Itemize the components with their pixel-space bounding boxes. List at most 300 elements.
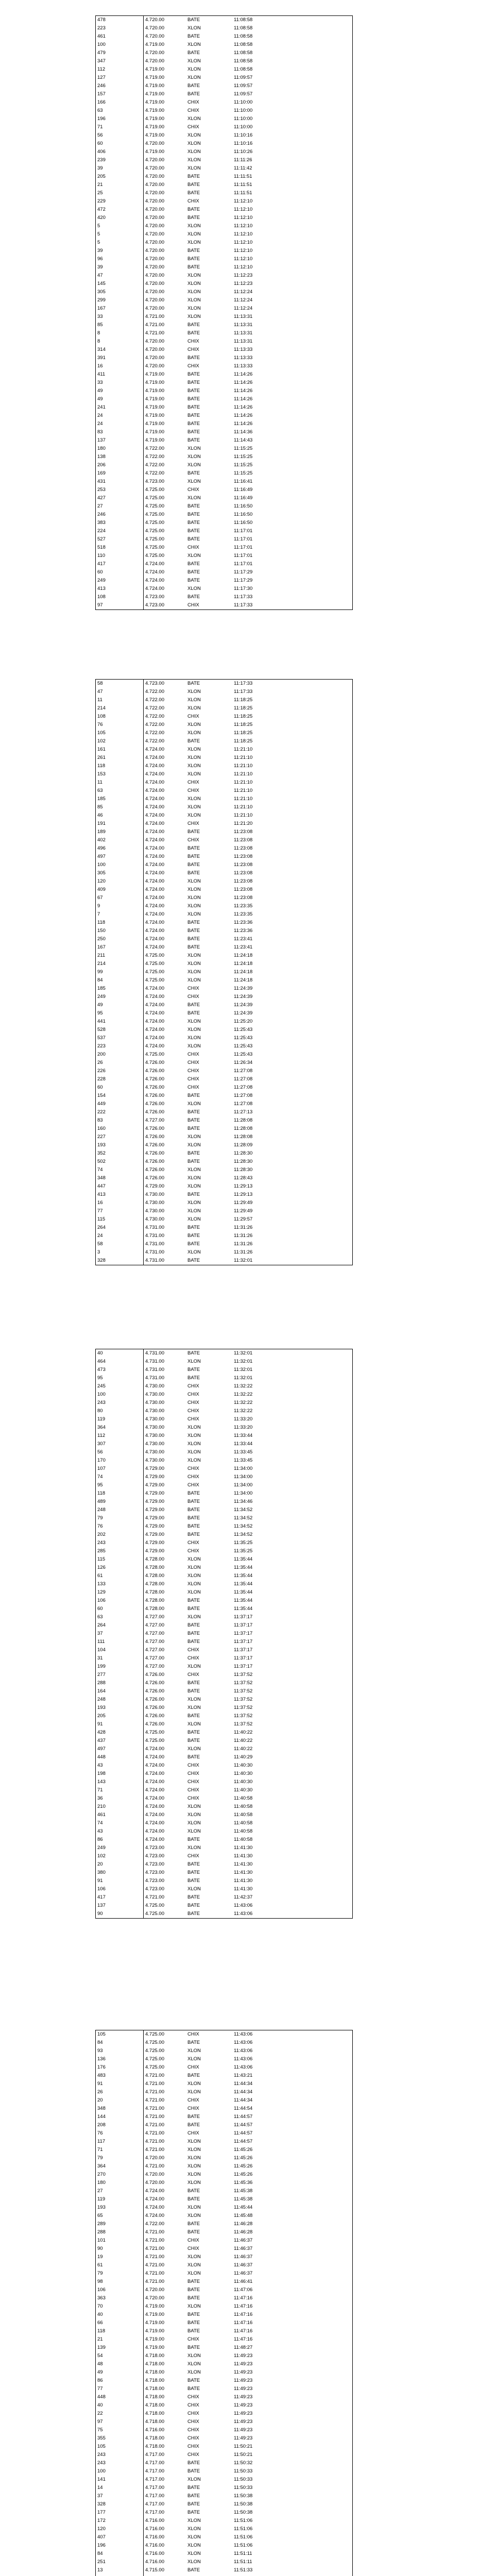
volume-cell: 196 <box>96 115 144 123</box>
time-cell: 11:32:01 <box>234 1367 253 1372</box>
price-cell: 4.718.00 <box>145 2435 164 2441</box>
volume-cell: 154 <box>96 1092 144 1100</box>
price-cell: 4.722.00 <box>145 689 164 694</box>
table-row <box>96 2236 352 2245</box>
price-cell: 4.721.00 <box>145 2229 164 2235</box>
price-cell: 4.723.00 <box>145 479 164 484</box>
time-cell: 11:27:08 <box>234 1101 253 1107</box>
price-cell: 4.716.00 <box>145 2526 164 2532</box>
venue-cell: BATE <box>187 1233 200 1239</box>
price-cell: 4.722.00 <box>145 462 164 468</box>
venue-cell: BATE <box>187 404 200 410</box>
volume-cell: 307 <box>96 1440 144 1448</box>
volume-cell: 144 <box>96 2113 144 2121</box>
price-cell: 4.718.00 <box>145 2402 164 2408</box>
volume-cell: 118 <box>96 1489 144 1498</box>
time-cell: 11:43:06 <box>234 1903 253 1908</box>
price-cell: 4.725.00 <box>145 2031 164 2037</box>
volume-cell: 14 <box>96 2484 144 2492</box>
table-row <box>96 1778 352 1786</box>
price-cell: 4.725.00 <box>145 1052 164 1057</box>
venue-cell: BATE <box>187 371 200 377</box>
volume-cell: 185 <box>96 795 144 803</box>
table-row <box>96 412 352 420</box>
table-row <box>96 527 352 535</box>
time-cell: 11:14:26 <box>234 396 253 402</box>
time-cell: 11:33:44 <box>234 1433 253 1438</box>
table-row <box>96 1199 352 1207</box>
table-row <box>96 1498 352 1506</box>
time-cell: 11:46:28 <box>234 2221 253 2227</box>
venue-cell: XLON <box>187 165 201 171</box>
volume-cell: 79 <box>96 1514 144 1522</box>
time-cell: 11:37:52 <box>234 1688 253 1694</box>
time-cell: 11:14:26 <box>234 380 253 385</box>
volume-cell: 102 <box>96 1852 144 1860</box>
price-cell: 4.731.00 <box>145 1249 164 1255</box>
table-row <box>96 1852 352 1860</box>
table-row <box>96 1050 352 1059</box>
table-row <box>96 927 352 935</box>
time-cell: 11:23:08 <box>234 887 253 892</box>
time-cell: 11:45:38 <box>234 2188 253 2194</box>
price-cell: 4.721.00 <box>145 2262 164 2268</box>
volume-cell: 47 <box>96 272 144 280</box>
time-cell: 11:27:13 <box>234 1109 253 1115</box>
venue-cell: XLON <box>187 1820 201 1826</box>
price-cell: 4.717.00 <box>145 2452 164 2458</box>
time-cell: 11:37:52 <box>234 1705 253 1710</box>
price-cell: 4.724.00 <box>145 845 164 851</box>
venue-cell: XLON <box>187 2526 201 2532</box>
time-cell: 11:15:25 <box>234 470 253 476</box>
table-row <box>96 1191 352 1199</box>
venue-cell: BATE <box>187 421 200 427</box>
price-cell: 4.724.00 <box>145 1010 164 1016</box>
venue-cell: CHIX <box>187 1052 199 1057</box>
time-cell: 11:49:23 <box>234 2386 253 2392</box>
price-cell: 4.724.00 <box>145 944 164 950</box>
time-cell: 11:49:23 <box>234 2427 253 2433</box>
time-cell: 11:17:30 <box>234 586 253 591</box>
venue-cell: BATE <box>187 1350 200 1356</box>
table-row <box>96 696 352 704</box>
venue-cell: BATE <box>187 829 200 835</box>
venue-cell: BATE <box>187 1192 200 1197</box>
volume-cell: 83 <box>96 428 144 436</box>
venue-cell: BATE <box>187 2485 200 2490</box>
venue-cell: BATE <box>187 936 200 942</box>
price-cell: 4.718.00 <box>145 2353 164 2359</box>
table-row <box>96 1399 352 1407</box>
price-cell: 4.724.00 <box>145 1779 164 1785</box>
venue-cell: BATE <box>187 1490 200 1496</box>
time-cell: 11:47:16 <box>234 2312 253 2317</box>
time-cell: 11:40:30 <box>234 1771 253 1776</box>
venue-cell: BATE <box>187 1507 200 1513</box>
table-row <box>96 1531 352 1539</box>
volume-cell: 106 <box>96 2286 144 2294</box>
price-cell: 4.728.00 <box>145 1556 164 1562</box>
table-row <box>96 1720 352 1728</box>
venue-cell: BATE <box>187 2567 200 2573</box>
volume-cell: 85 <box>96 803 144 811</box>
volume-cell: 227 <box>96 1133 144 1141</box>
volume-cell: 8 <box>96 329 144 337</box>
venue-cell: CHIX <box>187 1392 199 1397</box>
price-cell: 4.723.00 <box>145 602 164 608</box>
price-cell: 4.721.00 <box>145 2097 164 2103</box>
table-row <box>96 1432 352 1440</box>
volume-cell: 478 <box>96 16 144 24</box>
volume-cell: 33 <box>96 313 144 321</box>
price-cell: 4.728.00 <box>145 1589 164 1595</box>
volume-cell: 214 <box>96 960 144 968</box>
table-row <box>96 469 352 478</box>
time-cell: 11:32:22 <box>234 1392 253 1397</box>
price-cell: 4.725.00 <box>145 1730 164 1735</box>
volume-cell: 24 <box>96 412 144 420</box>
table-row <box>96 1555 352 1564</box>
table-row <box>96 263 352 272</box>
price-cell: 4.721.00 <box>145 2122 164 2128</box>
volume-cell: 91 <box>96 1877 144 1885</box>
volume-cell: 241 <box>96 403 144 412</box>
volume-cell: 249 <box>96 1844 144 1852</box>
venue-cell: BATE <box>187 2493 200 2499</box>
venue-cell: CHIX <box>187 1762 199 1768</box>
venue-cell: BATE <box>187 1730 200 1735</box>
table-row <box>96 902 352 910</box>
table-row <box>96 428 352 436</box>
table-row <box>96 2451 352 2459</box>
table-row <box>96 993 352 1001</box>
venue-cell: BATE <box>187 2221 200 2227</box>
price-cell: 4.725.00 <box>145 503 164 509</box>
time-cell: 11:18:25 <box>234 714 253 719</box>
volume-cell: 118 <box>96 919 144 927</box>
price-cell: 4.717.00 <box>145 2501 164 2507</box>
venue-cell: XLON <box>187 1886 201 1892</box>
volume-cell: 206 <box>96 461 144 469</box>
venue-cell: CHIX <box>187 363 199 369</box>
time-cell: 11:43:21 <box>234 2073 253 2078</box>
volume-cell: 518 <box>96 544 144 552</box>
price-cell: 4.720.00 <box>145 198 164 204</box>
price-cell: 4.724.00 <box>145 854 164 859</box>
price-cell: 4.723.00 <box>145 1861 164 1867</box>
time-cell: 11:28:30 <box>234 1150 253 1156</box>
volume-cell: 24 <box>96 1232 144 1240</box>
venue-cell: BATE <box>187 182 200 188</box>
venue-cell: XLON <box>187 2213 201 2218</box>
price-cell: 4.723.00 <box>145 594 164 600</box>
price-cell: 4.727.00 <box>145 1647 164 1653</box>
volume-cell: 39 <box>96 263 144 272</box>
venue-cell: BATE <box>187 256 200 262</box>
price-cell: 4.726.00 <box>145 1084 164 1090</box>
venue-cell: BATE <box>187 1109 200 1115</box>
venue-cell: XLON <box>187 231 201 237</box>
time-cell: 11:47:16 <box>234 2328 253 2334</box>
venue-cell: XLON <box>187 2361 201 2367</box>
time-cell: 11:12:23 <box>234 281 253 286</box>
time-cell: 11:45:26 <box>234 2172 253 2177</box>
table-row <box>96 247 352 255</box>
venue-cell: XLON <box>187 1589 201 1595</box>
price-cell: 4.730.00 <box>145 1216 164 1222</box>
table-row <box>96 1092 352 1100</box>
table-row <box>96 370 352 379</box>
table-row <box>96 494 352 502</box>
table-row <box>96 197 352 206</box>
volume-cell: 348 <box>96 2105 144 2113</box>
time-cell: 11:45:36 <box>234 2180 253 2185</box>
venue-cell: BATE <box>187 322 200 328</box>
price-cell: 4.724.00 <box>145 1804 164 1809</box>
time-cell: 11:23:08 <box>234 895 253 901</box>
table-row <box>96 98 352 107</box>
price-cell: 4.719.00 <box>145 116 164 122</box>
table-row <box>96 952 352 960</box>
table-row <box>96 1257 352 1265</box>
table-row <box>96 2146 352 2154</box>
venue-cell: CHIX <box>187 2394 199 2400</box>
volume-cell: 102 <box>96 737 144 745</box>
time-cell: 11:21:10 <box>234 796 253 802</box>
price-cell: 4.726.00 <box>145 1167 164 1173</box>
table-row <box>96 1182 352 1191</box>
volume-cell: 180 <box>96 2179 144 2187</box>
time-cell: 11:29:13 <box>234 1192 253 1197</box>
table-row <box>96 2459 352 2467</box>
venue-cell: XLON <box>187 1705 201 1710</box>
time-cell: 11:46:37 <box>234 2254 253 2260</box>
time-cell: 11:10:00 <box>234 99 253 105</box>
table-row <box>96 2393 352 2401</box>
venue-cell: XLON <box>187 1449 201 1455</box>
venue-cell: BATE <box>187 1367 200 1372</box>
venue-cell: XLON <box>187 730 201 736</box>
price-cell: 4.717.00 <box>145 2510 164 2515</box>
volume-cell: 56 <box>96 1448 144 1456</box>
table-row <box>96 362 352 370</box>
volume-cell: 91 <box>96 2080 144 2088</box>
venue-cell: XLON <box>187 2477 201 2482</box>
table-row <box>96 90 352 98</box>
price-cell: 4.716.00 <box>145 2427 164 2433</box>
volume-cell: 105 <box>96 2030 144 2039</box>
time-cell: 11:16:50 <box>234 520 253 526</box>
venue-cell: BATE <box>187 2328 200 2334</box>
volume-cell: 305 <box>96 288 144 296</box>
volume-cell: 111 <box>96 1638 144 1646</box>
table-row <box>96 535 352 544</box>
price-cell: 4.724.00 <box>145 903 164 909</box>
table-row <box>96 1166 352 1174</box>
time-cell: 11:23:08 <box>234 878 253 884</box>
time-cell: 11:49:23 <box>234 2402 253 2408</box>
venue-cell: CHIX <box>187 1540 199 1546</box>
table-row <box>96 2467 352 2476</box>
volume-cell: 99 <box>96 968 144 976</box>
table-row <box>96 762 352 770</box>
price-cell: 4.724.00 <box>145 911 164 917</box>
time-cell: 11:08:58 <box>234 66 253 72</box>
volume-cell: 100 <box>96 861 144 869</box>
venue-cell: BATE <box>187 2386 200 2392</box>
price-cell: 4.728.00 <box>145 1581 164 1587</box>
volume-cell: 84 <box>96 976 144 985</box>
table-row <box>96 1423 352 1432</box>
price-cell: 4.725.00 <box>145 495 164 501</box>
price-cell: 4.728.00 <box>145 1565 164 1570</box>
time-cell: 11:17:33 <box>234 602 253 608</box>
time-cell: 11:24:39 <box>234 1010 253 1016</box>
table-row <box>96 910 352 919</box>
table-row <box>96 2434 352 2443</box>
time-cell: 11:16:49 <box>234 495 253 501</box>
volume-cell: 136 <box>96 2055 144 2063</box>
time-cell: 11:40:58 <box>234 1837 253 1842</box>
volume-cell: 407 <box>96 2533 144 2541</box>
table-row <box>96 1075 352 1083</box>
table-row <box>96 1448 352 1456</box>
time-cell: 11:41:30 <box>234 1878 253 1884</box>
table-row <box>96 704 352 713</box>
time-cell: 11:45:26 <box>234 2155 253 2161</box>
volume-cell: 243 <box>96 2451 144 2459</box>
venue-cell: CHIX <box>187 99 199 105</box>
volume-cell: 20 <box>96 2096 144 2105</box>
venue-cell: XLON <box>187 911 201 917</box>
table-row <box>96 313 352 321</box>
table-row <box>96 164 352 173</box>
volume-cell: 19 <box>96 2253 144 2261</box>
table-row <box>96 754 352 762</box>
time-cell: 11:32:01 <box>234 1375 253 1381</box>
volume-cell: 164 <box>96 1687 144 1696</box>
price-cell: 4.726.00 <box>145 1705 164 1710</box>
table-row <box>96 181 352 189</box>
time-cell: 11:45:44 <box>234 2205 253 2210</box>
venue-cell: XLON <box>187 1183 201 1189</box>
table-row <box>96 745 352 754</box>
volume-cell: 489 <box>96 1498 144 1506</box>
price-cell: 4.719.00 <box>145 413 164 418</box>
time-cell: 11:23:08 <box>234 870 253 876</box>
table-row <box>96 2286 352 2294</box>
time-cell: 11:47:16 <box>234 2320 253 2326</box>
table-row <box>96 1133 352 1141</box>
price-cell: 4.724.00 <box>145 1771 164 1776</box>
time-cell: 11:21:10 <box>234 747 253 752</box>
volume-cell: 39 <box>96 164 144 173</box>
table-row <box>96 1844 352 1852</box>
volume-cell: 193 <box>96 2204 144 2212</box>
volume-cell: 119 <box>96 2195 144 2204</box>
venue-cell: XLON <box>187 2056 201 2062</box>
volume-cell: 364 <box>96 1423 144 1432</box>
table-row <box>96 214 352 222</box>
time-cell: 11:34:00 <box>234 1474 253 1480</box>
table-row <box>96 2533 352 2541</box>
volume-cell: 172 <box>96 2517 144 2525</box>
volume-cell: 250 <box>96 935 144 943</box>
table-row <box>96 2352 352 2360</box>
price-cell: 4.729.00 <box>145 1482 164 1488</box>
time-cell: 11:32:01 <box>234 1350 253 1356</box>
price-cell: 4.724.00 <box>145 994 164 999</box>
volume-cell: 264 <box>96 1224 144 1232</box>
venue-cell: XLON <box>187 1746 201 1752</box>
price-cell: 4.726.00 <box>145 1721 164 1727</box>
venue-cell: CHIX <box>187 198 199 204</box>
time-cell: 11:21:10 <box>234 804 253 810</box>
table-row <box>96 1605 352 1613</box>
price-cell: 4.720.00 <box>145 273 164 278</box>
time-cell: 11:50:38 <box>234 2510 253 2515</box>
time-cell: 11:33:45 <box>234 1458 253 1463</box>
time-cell: 11:31:26 <box>234 1233 253 1239</box>
price-cell: 4.724.00 <box>145 2188 164 2194</box>
volume-cell: 417 <box>96 1893 144 1902</box>
table-row <box>96 230 352 239</box>
venue-cell: BATE <box>187 1241 200 1247</box>
table-row <box>96 1083 352 1092</box>
price-cell: 4.722.00 <box>145 730 164 736</box>
table-row <box>96 2550 352 2558</box>
time-cell: 11:17:29 <box>234 578 253 583</box>
table-row <box>96 1158 352 1166</box>
time-cell: 11:21:10 <box>234 812 253 818</box>
venue-cell: BATE <box>187 2196 200 2202</box>
price-cell: 4.724.00 <box>145 1828 164 1834</box>
table-row <box>96 2204 352 2212</box>
volume-cell: 427 <box>96 494 144 502</box>
venue-cell: BATE <box>187 33 200 39</box>
volume-cell: 60 <box>96 1605 144 1613</box>
price-cell: 4.719.00 <box>145 421 164 427</box>
volume-cell: 105 <box>96 2443 144 2451</box>
price-cell: 4.730.00 <box>145 1392 164 1397</box>
price-cell: 4.720.00 <box>145 297 164 303</box>
time-cell: 11:08:58 <box>234 33 253 39</box>
venue-cell: XLON <box>187 689 201 694</box>
time-cell: 11:35:44 <box>234 1606 253 1612</box>
price-cell: 4.730.00 <box>145 1449 164 1455</box>
table-row <box>96 2311 352 2319</box>
time-cell: 11:23:35 <box>234 911 253 917</box>
time-cell: 11:40:30 <box>234 1787 253 1793</box>
price-cell: 4.725.00 <box>145 2048 164 2054</box>
time-cell: 11:10:00 <box>234 124 253 130</box>
table-row <box>96 1481 352 1489</box>
time-cell: 11:35:44 <box>234 1573 253 1579</box>
venue-cell: XLON <box>187 903 201 909</box>
time-cell: 11:14:26 <box>234 388 253 394</box>
time-cell: 11:13:31 <box>234 322 253 328</box>
table-row <box>96 544 352 552</box>
price-cell: 4.724.00 <box>145 878 164 884</box>
trade-table-body <box>96 1349 352 1918</box>
time-cell: 11:28:43 <box>234 1175 253 1181</box>
volume-cell: 108 <box>96 593 144 601</box>
venue-cell: BATE <box>187 920 200 925</box>
price-cell: 4.718.00 <box>145 2369 164 2375</box>
time-cell: 11:50:38 <box>234 2493 253 2499</box>
price-cell: 4.724.00 <box>145 936 164 942</box>
